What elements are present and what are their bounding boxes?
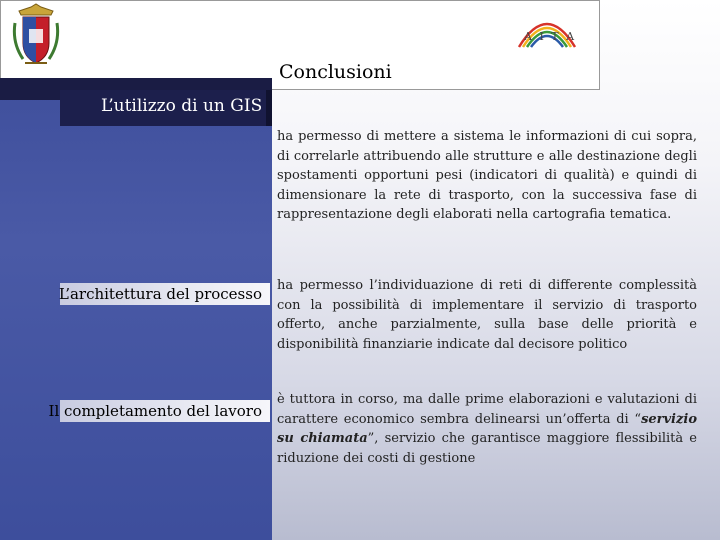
page-title: Conclusioni	[279, 61, 392, 83]
logo-text: A I T A	[524, 30, 577, 43]
label-completion: Il completamento del lavoro	[48, 402, 262, 420]
label-architecture: L’architettura del processo	[58, 285, 262, 303]
gis-heading-edge	[266, 90, 272, 126]
paragraph-gis: ha permesso di mettere a sistema le informazioni di cui sopra, di correlarle attribuendo alle strutture e alle destinazione degli spostamenti opportuni pesi (indicatori di qualità) e quindi di dimensionare la rete di trasporto, con la successiva fase di rappresentazione degli elaborati nella cartografia tematica.	[277, 129, 697, 222]
completion-text-before: è tuttora in corso, ma dalle prime elaborazioni e valutazioni di carattere economico sembra delinearsi un’offerta di “	[277, 392, 697, 427]
completion-text-after: ”, servizio che garantisce maggiore flessibilità e riduzione dei costi di gestione	[277, 431, 697, 466]
coat-of-arms-icon	[11, 3, 61, 69]
gis-heading-label: L’utilizzo di un GIS	[101, 96, 263, 116]
paragraph-architecture: ha permesso l’individuazione di reti di differente complessità con la possibilità di implementare il servizio di trasporto offerto, anche parzialmente, sulla base delle priorità e disponibilità finanziarie indicate dal decisore politico	[277, 278, 697, 352]
paragraph-completion	[277, 390, 697, 468]
completion-text-emphasis: servizio su chiamata	[277, 411, 697, 446]
